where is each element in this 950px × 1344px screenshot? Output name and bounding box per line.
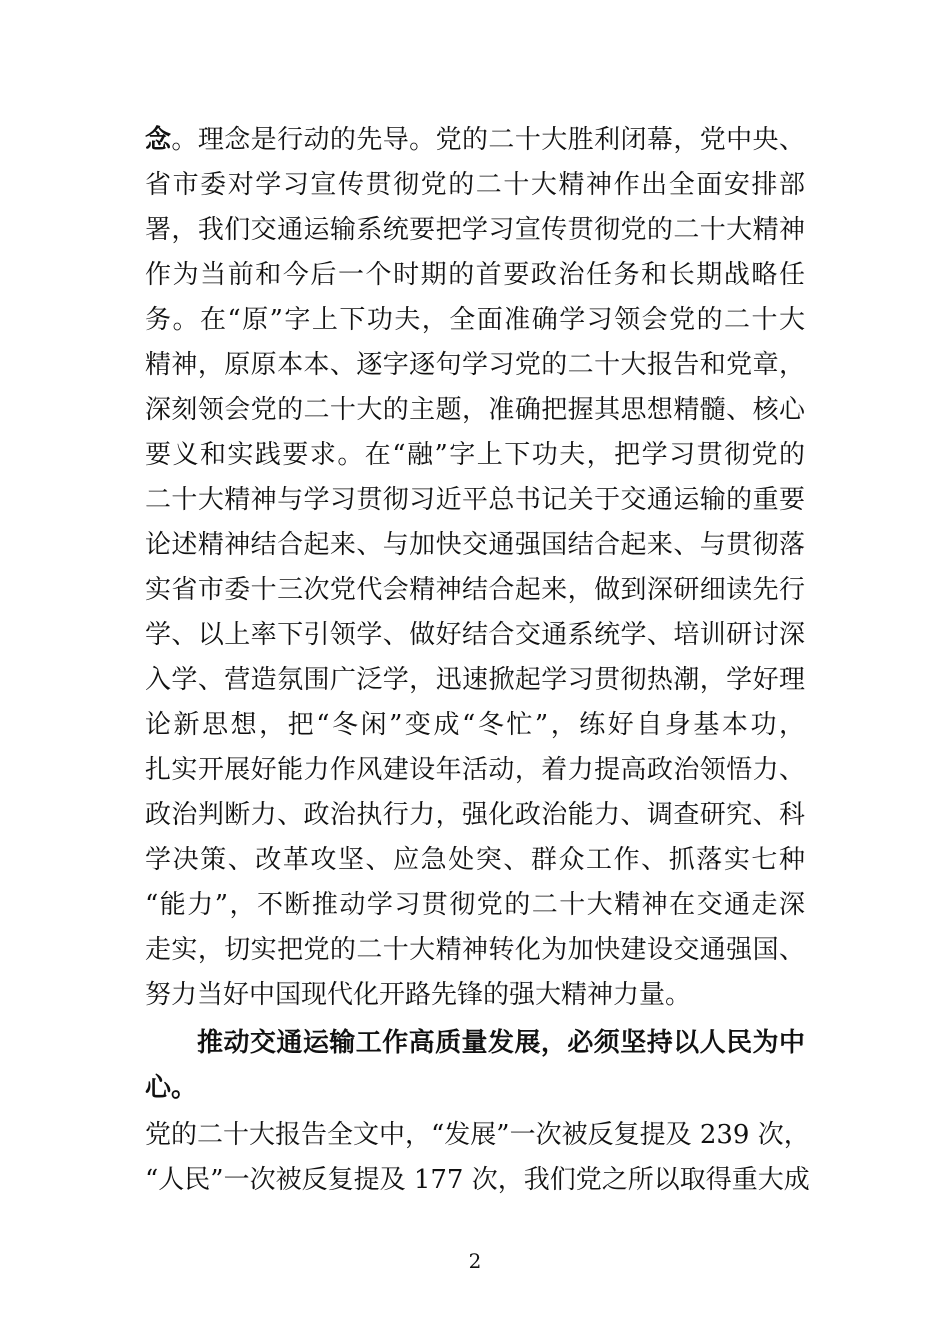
body-line: 扎实开展好能力作风建设年活动，着力提高政治领悟力、 [145, 755, 805, 785]
body-line: “人民”一次被反复提及 177 次，我们党之所以取得重大成 [145, 1165, 810, 1195]
body-line: 作为当前和今后一个时期的首要政治任务和长期战略任 [145, 260, 805, 290]
body-line [145, 118, 805, 162]
page-number: 2 [468, 1249, 482, 1273]
body-line: 深刻领会党的二十大的主题，准确把握其思想精髓、核心 [145, 395, 805, 425]
body-line: 署，我们交通运输系统要把学习宣传贯彻党的二十大精神 [145, 215, 805, 245]
body-line: 走实，切实把党的二十大精神转化为加快建设交通强国、 [145, 935, 805, 965]
body-line: “能力”，不断推动学习贯彻党的二十大精神在交通走深 [145, 890, 805, 920]
body-line: 务。在“原”字上下功夫，全面准确学习领会党的二十大 [145, 305, 805, 335]
body-line: 要义和实践要求。在“融”字上下功夫，把学习贯彻党的 [145, 440, 805, 470]
bold-lead-char: 念 [145, 125, 172, 155]
body-line: 政治判断力、政治执行力，强化政治能力、调查研究、科 [145, 800, 805, 830]
body-line: 精神，原原本本、逐字逐句学习党的二十大报告和党章， [145, 350, 805, 380]
body-line: 努力当好中国现代化开路先锋的强大精神力量。 [145, 980, 692, 1010]
body-line: 二十大精神与学习贯彻习近平总书记关于交通运输的重要 [145, 485, 805, 515]
body-line: 入学、营造氛围广泛学，迅速掀起学习贯彻热潮，学好理 [145, 665, 805, 695]
section-heading: 推动交通运输工作高质量发展，必须坚持以人民为中 [197, 1028, 805, 1058]
body-line: 党的二十大报告全文中，“发展”一次被反复提及 239 次， [145, 1120, 810, 1150]
body-line: 论新思想，把“冬闲”变成“冬忙”，练好自身基本功， [145, 710, 805, 740]
body-line: 实省市委十三次党代会精神结合起来，做到深研细读先行 [145, 575, 805, 605]
body-line: 论述精神结合起来、与加快交通强国结合起来、与贯彻落 [145, 530, 805, 560]
body-line: 学决策、改革攻坚、应急处突、群众工作、抓落实七种 [145, 845, 805, 875]
body-line: 省市委对学习宣传贯彻党的二十大精神作出全面安排部 [145, 170, 805, 200]
section-heading-continued: 心。 [145, 1073, 198, 1103]
body-line-text: 。理念是行动的先导。党的二十大胜利闭幕，党中央、 [171, 125, 805, 155]
body-line: 学、以上率下引领学、做好结合交通系统学、培训研讨深 [145, 620, 805, 650]
